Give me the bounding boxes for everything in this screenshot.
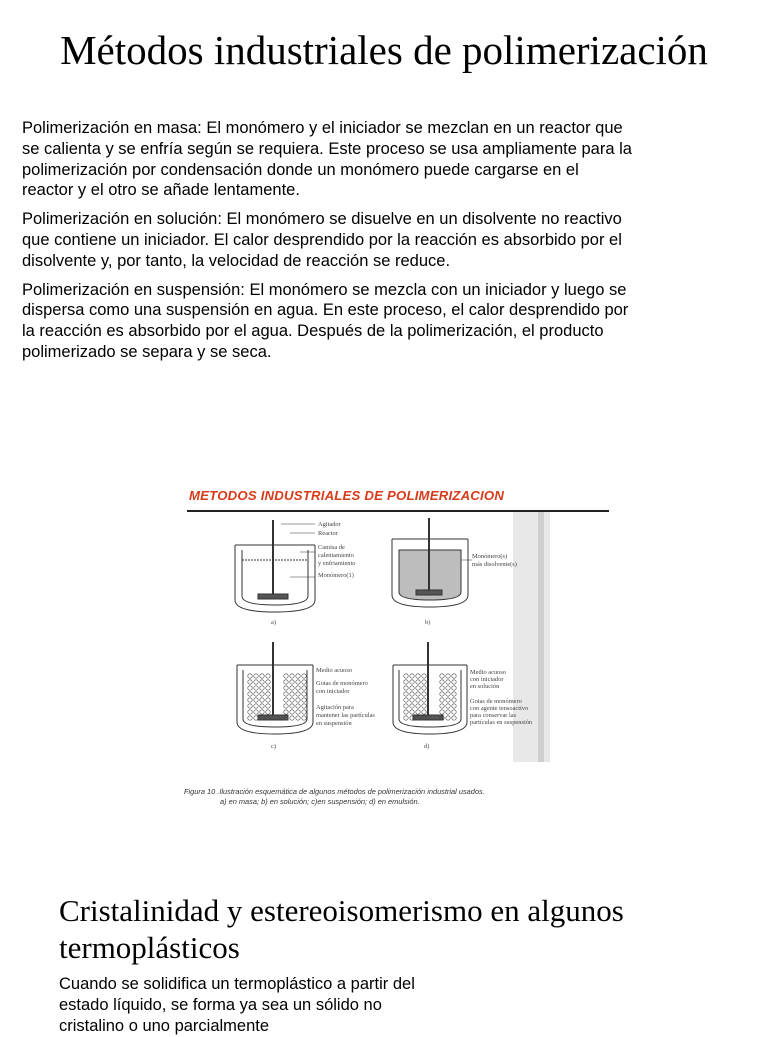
label-iniciador-c: con iniciador xyxy=(316,688,350,695)
monomer-droplet xyxy=(254,704,258,708)
monomer-droplet xyxy=(266,698,270,702)
monomer-droplet xyxy=(302,710,306,714)
monomer-droplet xyxy=(404,710,408,714)
monomer-droplet xyxy=(440,710,444,714)
monomer-droplet xyxy=(284,692,288,696)
monomer-droplet xyxy=(440,680,444,684)
monomer-droplet xyxy=(260,692,264,696)
monomer-droplet xyxy=(296,680,300,684)
monomer-droplet xyxy=(290,692,294,696)
monomer-droplet xyxy=(248,686,252,690)
label-agitacion-c: Agitación para xyxy=(316,704,354,711)
monomer-droplet xyxy=(422,686,426,690)
label-medio-acuoso-c: Medio acuoso xyxy=(316,667,353,674)
monomer-droplet xyxy=(404,680,408,684)
page-edge-dark xyxy=(538,512,544,762)
label-solucion-d: en solución xyxy=(470,683,500,690)
monomer-droplet xyxy=(290,674,294,678)
monomer-droplet xyxy=(404,704,408,708)
monomer-droplet xyxy=(446,674,450,678)
figure-heading: METODOS INDUSTRIALES DE POLIMERIZACION xyxy=(189,488,505,503)
monomer-droplet xyxy=(266,686,270,690)
monomer-droplet xyxy=(260,674,264,678)
monomer-droplet xyxy=(254,674,258,678)
monomer-droplet xyxy=(440,704,444,708)
monomer-droplet xyxy=(290,686,294,690)
monomer-droplet xyxy=(422,680,426,684)
monomer-droplet xyxy=(296,698,300,702)
reactor-diagrams xyxy=(180,482,550,782)
monomer-droplet xyxy=(248,704,252,708)
monomer-droplet xyxy=(446,680,450,684)
monomer-droplet xyxy=(266,710,270,714)
figure-caption xyxy=(184,787,544,807)
label-tensoactivo-d: con agente tensoactivo xyxy=(470,705,529,712)
monomer-droplet xyxy=(416,698,420,702)
monomer-droplet xyxy=(296,674,300,678)
panel-letter-b: b) xyxy=(425,619,431,626)
label-disolvente: más disolvente(s) xyxy=(472,561,517,568)
monomer-droplet xyxy=(254,698,258,702)
label-calentamiento: calentamiento xyxy=(318,552,354,559)
section-title: Cristalinidad y estereoisomerismo en algunos termoplásticos xyxy=(59,893,624,965)
monomer-droplet xyxy=(254,710,258,714)
label-iniciador-d: con iniciador xyxy=(470,676,504,683)
monomer-droplet xyxy=(296,692,300,696)
monomer-droplet xyxy=(410,698,414,702)
reactor-b xyxy=(392,518,472,607)
monomer-droplet xyxy=(404,698,408,702)
monomer-droplet xyxy=(410,692,414,696)
monomer-droplet xyxy=(452,710,456,714)
monomer-droplet xyxy=(446,704,450,708)
monomer-droplet xyxy=(416,680,420,684)
monomer-droplet xyxy=(404,686,408,690)
monomer-droplet xyxy=(260,680,264,684)
monomer-droplet xyxy=(254,680,258,684)
section-body: Cuando se solidifica un termoplástico a partir del estado líquido, se forma ya sea un sólido no cristalino o uno parcialmente xyxy=(59,975,415,1035)
label-mantener-c: mantener las partículas xyxy=(316,712,375,719)
monomer-droplet xyxy=(446,692,450,696)
label-particulas-d: partículas en suspensión xyxy=(470,719,533,726)
label-medio-acuoso-d: Medio acuoso xyxy=(470,669,507,676)
label-camisa: Camisa de xyxy=(318,544,345,551)
monomer-droplet xyxy=(410,710,414,714)
monomer-droplet xyxy=(410,674,414,678)
monomer-droplet xyxy=(290,704,294,708)
monomer-droplet xyxy=(410,704,414,708)
monomer-droplet xyxy=(302,686,306,690)
monomer-droplet xyxy=(254,686,258,690)
monomer-droplet xyxy=(452,686,456,690)
monomer-droplet xyxy=(296,686,300,690)
label-gotas-c: Gotas de monómero xyxy=(316,680,368,687)
monomer-droplet xyxy=(290,710,294,714)
label-gotas-d: Gotas de monómero xyxy=(470,698,522,705)
polymerization-figure xyxy=(180,482,550,812)
monomer-droplet xyxy=(422,710,426,714)
monomer-droplet xyxy=(422,674,426,678)
monomer-droplet xyxy=(296,704,300,708)
monomer-droplet xyxy=(416,674,420,678)
monomer-droplet xyxy=(410,680,414,684)
monomer-droplet xyxy=(416,704,420,708)
monomer-droplet xyxy=(452,680,456,684)
monomer-droplet xyxy=(410,686,414,690)
label-monomeros: Monómero(s) xyxy=(472,553,508,560)
label-reactor: Reactor xyxy=(318,530,338,537)
label-enfriamiento: y enfriamiento xyxy=(318,560,356,567)
monomer-droplet xyxy=(248,692,252,696)
monomer-droplet xyxy=(452,692,456,696)
monomer-droplet xyxy=(302,698,306,702)
monomer-droplet xyxy=(248,698,252,702)
monomer-droplet xyxy=(302,716,306,720)
monomer-droplet xyxy=(452,698,456,702)
bubbles-c xyxy=(248,674,306,720)
monomer-droplet xyxy=(422,704,426,708)
monomer-droplet xyxy=(284,698,288,702)
monomer-droplet xyxy=(422,692,426,696)
monomer-droplet xyxy=(416,686,420,690)
monomer-droplet xyxy=(404,716,408,720)
panel-letter-d: d) xyxy=(424,743,430,750)
paragraph-suspension: Polimerización en suspensión: El monómero se mezcla con un iniciador y luego se dispersa como una suspensión en agua. En este proceso, el calor desprendido por la reacción es absorbido por el agua. Después de la polimerización, el producto polimerizado se separa y se seca. xyxy=(22,280,629,361)
bubbles-d xyxy=(404,674,456,720)
label-conservar-d: para conservar las xyxy=(470,712,517,719)
paragraph-masa: Polimerización en masa: El monómero y el iniciador se mezclan en un reactor que se calienta y se enfría según se requiera. Este proceso se usa ampliamente para la polimerización por condensación donde un monómero puede cargarse en el reactor y el otro se añade lentamente. xyxy=(22,119,632,200)
panel-letter-a: a) xyxy=(271,619,276,626)
monomer-droplet xyxy=(446,716,450,720)
label-monomero: Monómero(1) xyxy=(318,572,354,579)
monomer-droplet xyxy=(284,686,288,690)
panel-letter-c: c) xyxy=(271,743,276,750)
monomer-droplet xyxy=(302,692,306,696)
monomer-droplet xyxy=(254,692,258,696)
monomer-droplet xyxy=(290,680,294,684)
monomer-droplet xyxy=(452,674,456,678)
monomer-droplet xyxy=(260,698,264,702)
monomer-droplet xyxy=(284,704,288,708)
monomer-droplet xyxy=(260,704,264,708)
monomer-droplet xyxy=(296,710,300,714)
monomer-droplet xyxy=(302,674,306,678)
paragraph-solucion: Polimerización en solución: El monómero se disuelve en un disolvente no reactivo que contiene un iniciador. El calor desprendido por la reacción es absorbido por el disolvente y, por tanto, la velocidad de reacción se reduce. xyxy=(22,210,622,270)
monomer-droplet xyxy=(290,698,294,702)
monomer-droplet xyxy=(248,674,252,678)
monomer-droplet xyxy=(422,698,426,702)
monomer-droplet xyxy=(284,710,288,714)
monomer-droplet xyxy=(290,716,294,720)
figure-caption-line1: Figura 10 .Ilustración esquemática de algunos métodos de polimerización industrial usados. xyxy=(184,787,485,796)
monomer-droplet xyxy=(248,716,252,720)
figure-caption-line2: a) en masa; b) en solución; c)en suspensión; d) en emulsión. xyxy=(220,797,420,806)
slide-body xyxy=(22,118,632,371)
monomer-droplet xyxy=(248,710,252,714)
monomer-droplet xyxy=(260,710,264,714)
label-agitador: Agitador xyxy=(318,521,341,528)
slide-title: Métodos industriales de polimerización xyxy=(60,27,708,73)
monomer-droplet xyxy=(452,704,456,708)
monomer-droplet xyxy=(248,680,252,684)
monomer-droplet xyxy=(440,674,444,678)
monomer-droplet xyxy=(266,680,270,684)
monomer-droplet xyxy=(416,692,420,696)
monomer-droplet xyxy=(440,698,444,702)
reactor-a xyxy=(235,520,315,612)
monomer-droplet xyxy=(452,716,456,720)
monomer-droplet xyxy=(404,674,408,678)
monomer-droplet xyxy=(302,680,306,684)
monomer-droplet xyxy=(440,692,444,696)
monomer-droplet xyxy=(266,692,270,696)
monomer-droplet xyxy=(296,716,300,720)
monomer-droplet xyxy=(446,698,450,702)
monomer-droplet xyxy=(260,686,264,690)
figure-heading-rule xyxy=(187,510,609,512)
monomer-droplet xyxy=(416,710,420,714)
reactor-d xyxy=(393,642,467,734)
monomer-droplet xyxy=(446,710,450,714)
monomer-droplet xyxy=(446,686,450,690)
monomer-droplet xyxy=(266,704,270,708)
monomer-droplet xyxy=(284,674,288,678)
monomer-droplet xyxy=(404,692,408,696)
monomer-droplet xyxy=(266,674,270,678)
monomer-droplet xyxy=(284,680,288,684)
monomer-droplet xyxy=(440,686,444,690)
monomer-droplet xyxy=(302,704,306,708)
label-suspension-c: en suspensión xyxy=(316,720,352,727)
